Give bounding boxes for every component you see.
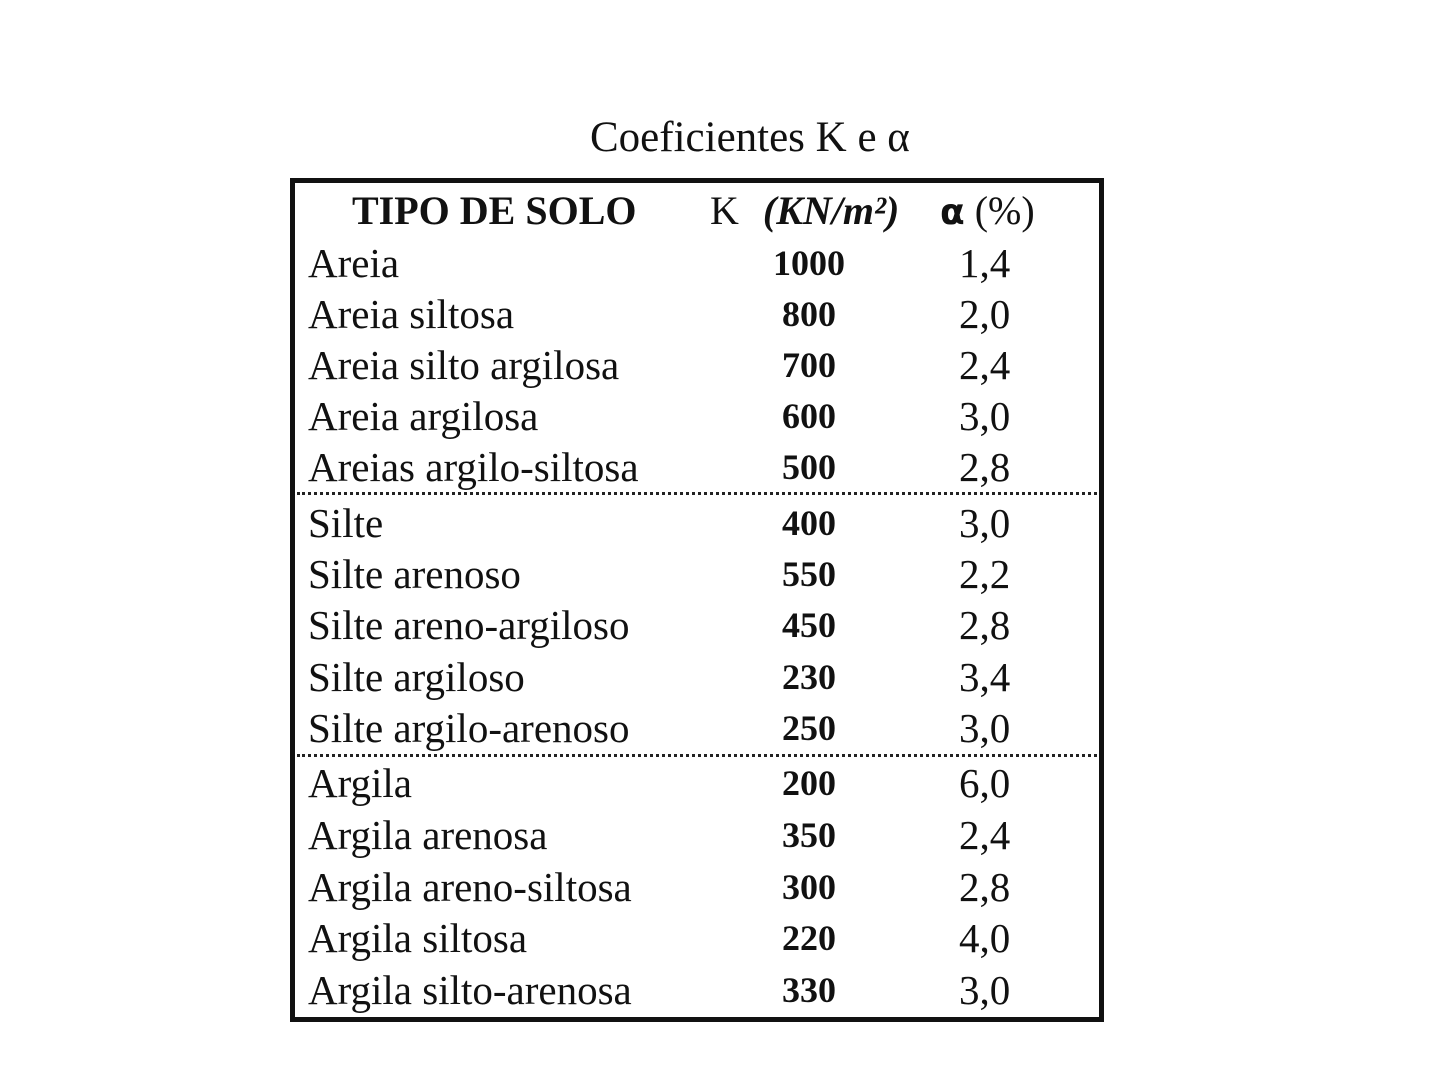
alpha-value-cell: 6,0 bbox=[959, 760, 1011, 806]
table-row bbox=[296, 339, 1098, 391]
soil-type-cell: Areia bbox=[308, 240, 400, 286]
k-value-cell: 550 bbox=[782, 554, 836, 594]
alpha-value-cell: 2,4 bbox=[959, 342, 1011, 388]
table-row bbox=[296, 237, 1098, 289]
alpha-value-cell: 1,4 bbox=[959, 240, 1011, 286]
k-value-cell: 200 bbox=[782, 763, 836, 803]
soil-type-cell: Areias argilo-siltosa bbox=[308, 444, 639, 490]
k-value-cell: 250 bbox=[782, 708, 836, 748]
k-value-cell: 700 bbox=[782, 345, 836, 385]
alpha-value-cell: 3,0 bbox=[959, 500, 1011, 546]
alpha-value-cell: 2,2 bbox=[959, 551, 1011, 597]
header-alpha-unit: (%) bbox=[974, 188, 1035, 233]
header-k-unit: (KN/m²) bbox=[762, 188, 900, 233]
alpha-value-cell: 4,0 bbox=[959, 915, 1011, 961]
soil-type-cell: Argila arenosa bbox=[308, 812, 548, 858]
table-row bbox=[296, 809, 1098, 861]
k-value-cell: 800 bbox=[782, 294, 836, 334]
table-row bbox=[296, 861, 1098, 913]
table-row bbox=[296, 548, 1098, 600]
table-row bbox=[296, 651, 1098, 703]
k-value-cell: 230 bbox=[782, 657, 836, 697]
k-value-cell: 600 bbox=[782, 396, 836, 436]
alpha-value-cell: 3,4 bbox=[959, 654, 1011, 700]
k-value-cell: 300 bbox=[782, 867, 836, 907]
soil-type-cell: Silte argilo-arenoso bbox=[308, 705, 630, 751]
soil-type-cell: Areia silto argilosa bbox=[308, 342, 620, 388]
table-title: Coeficientes K e α bbox=[590, 114, 910, 161]
table-row bbox=[296, 441, 1098, 493]
soil-type-cell: Argila silto-arenosa bbox=[308, 967, 632, 1013]
alpha-value-cell: 2,4 bbox=[959, 812, 1011, 858]
k-value-cell: 400 bbox=[782, 503, 836, 543]
alpha-value-cell: 3,0 bbox=[959, 705, 1011, 751]
table-row bbox=[296, 497, 1098, 549]
soil-type-cell: Silte argiloso bbox=[308, 654, 525, 700]
soil-type-cell: Silte bbox=[308, 500, 384, 546]
header-k-symbol: K bbox=[710, 188, 739, 233]
soil-type-cell: Argila siltosa bbox=[308, 915, 528, 961]
k-value-cell: 500 bbox=[782, 447, 836, 487]
soil-type-cell: Silte arenoso bbox=[308, 551, 521, 597]
soil-type-cell: Argila bbox=[308, 760, 413, 806]
header-soil-type: TIPO DE SOLO bbox=[352, 188, 637, 233]
alpha-value-cell: 3,0 bbox=[959, 393, 1011, 439]
soil-type-cell: Areia siltosa bbox=[308, 291, 515, 337]
alpha-value-cell: 2,8 bbox=[959, 444, 1011, 490]
table-row bbox=[296, 912, 1098, 964]
k-value-cell: 1000 bbox=[773, 243, 845, 283]
table-row bbox=[296, 288, 1098, 340]
soil-type-cell: Silte areno-argiloso bbox=[308, 602, 630, 648]
soil-type-cell: Argila areno-siltosa bbox=[308, 864, 632, 910]
k-value-cell: 330 bbox=[782, 970, 836, 1010]
table-row bbox=[296, 390, 1098, 442]
header-k bbox=[710, 185, 899, 237]
table-row bbox=[296, 599, 1098, 651]
k-value-cell: 350 bbox=[782, 815, 836, 855]
table-row bbox=[296, 964, 1098, 1016]
k-value-cell: 450 bbox=[782, 605, 836, 645]
alpha-value-cell: 2,8 bbox=[959, 602, 1011, 648]
group-divider bbox=[297, 492, 1097, 495]
soil-type-cell: Areia argilosa bbox=[308, 393, 539, 439]
header-alpha-symbol: α bbox=[940, 192, 965, 233]
table-row bbox=[296, 757, 1098, 809]
alpha-value-cell: 2,8 bbox=[959, 864, 1011, 910]
header-alpha bbox=[940, 185, 1035, 237]
alpha-value-cell: 3,0 bbox=[959, 967, 1011, 1013]
alpha-value-cell: 2,0 bbox=[959, 291, 1011, 337]
k-value-cell: 220 bbox=[782, 918, 836, 958]
table-row bbox=[296, 702, 1098, 754]
